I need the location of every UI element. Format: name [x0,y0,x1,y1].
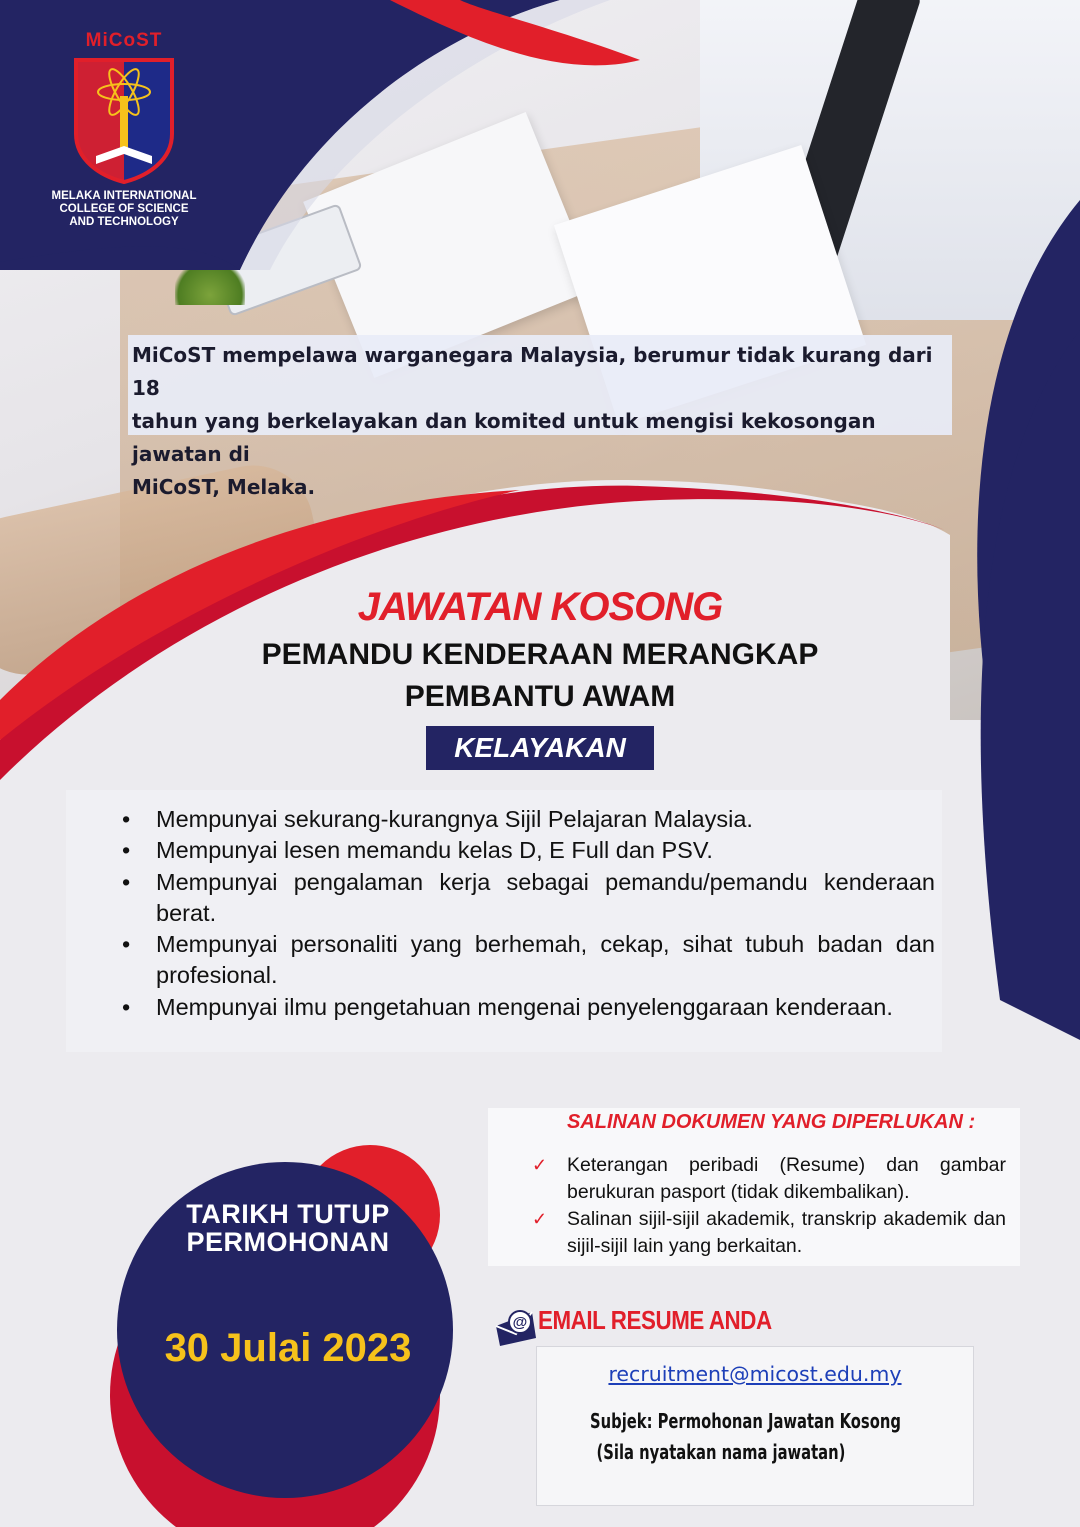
email-link[interactable]: recruitment@micost.edu.my [608,1362,902,1386]
intro-line: MiCoST mempelawa warganegara Malaysia, berumur tidak kurang dari 18 [132,343,933,400]
position-line: PEMANDU KENDERAAN MERANGKAP [261,638,819,671]
logo-subtitle-line: MELAKA INTERNATIONAL [51,190,197,202]
position-title [0,634,1080,718]
closing-label-line: PERMOHONAN [186,1227,390,1257]
list-item: • Mempunyai lesen memandu kelas D, E Full dan PSV. [120,835,935,866]
closing-date: 30 Julai 2023 [164,1326,412,1370]
checklist-item: ✓ Salinan sijil-sijil akademik, transkrip akademik dan sijil-sijil lain yang berkaitan. [532,1206,1006,1260]
intro-line: tahun yang berkelayakan dan komited untuk mengisi kekosongan jawatan di [132,409,876,466]
position-line: PEMBANTU AWAM [404,680,676,713]
svg-text:@: @ [512,1314,528,1331]
documents-list [532,1152,1006,1260]
email-subject [590,1406,901,1468]
closing-label-line: TARIKH TUTUP [186,1199,390,1229]
list-item: • Mempunyai pengalaman kerja sebagai pemandu/pemandu kenderaan berat. [120,867,935,930]
closing-label [118,1200,458,1256]
closing-date-block [118,1200,458,1371]
heading [0,585,1080,770]
intro-line: MiCoST, Melaka. [132,475,316,499]
requirements-list [120,804,935,1023]
logo-subtitle [44,190,204,229]
list-item: • Mempunyai ilmu pengetahuan mengenai penyelenggaraan kenderaan. [120,992,935,1023]
subject-line: Subjek: Permohonan Jawatan Kosong [590,1409,901,1433]
vacancy-title: JAWATAN KOSONG [357,585,723,629]
checklist-item: ✓ Keterangan peribadi (Resume) dan gambar berukuran pasport (tidak dikembalikan). [532,1152,1006,1206]
logo-subtitle-line: COLLEGE OF SCIENCE [59,203,189,215]
email-heading: EMAIL RESUME ANDA [538,1305,772,1335]
logo-subtitle-line: AND TECHNOLOGY [69,216,179,228]
shield-icon [72,56,176,184]
subject-line: (Sila nyatakan nama jawatan) [596,1440,846,1464]
logo-title: MiCoST [85,30,163,51]
list-item: • Mempunyai personaliti yang berhemah, cekap, sihat tubuh badan dan profesional. [120,929,935,992]
intro-box [128,335,952,499]
email-at-icon [494,1308,538,1348]
qualification-badge: KELAYAKAN [426,726,654,770]
college-logo [44,30,204,229]
documents-title: SALINAN DOKUMEN YANG DIPERLUKAN : [567,1111,976,1133]
list-item: • Mempunyai sekurang-kurangnya Sijil Pelajaran Malaysia. [120,804,935,835]
